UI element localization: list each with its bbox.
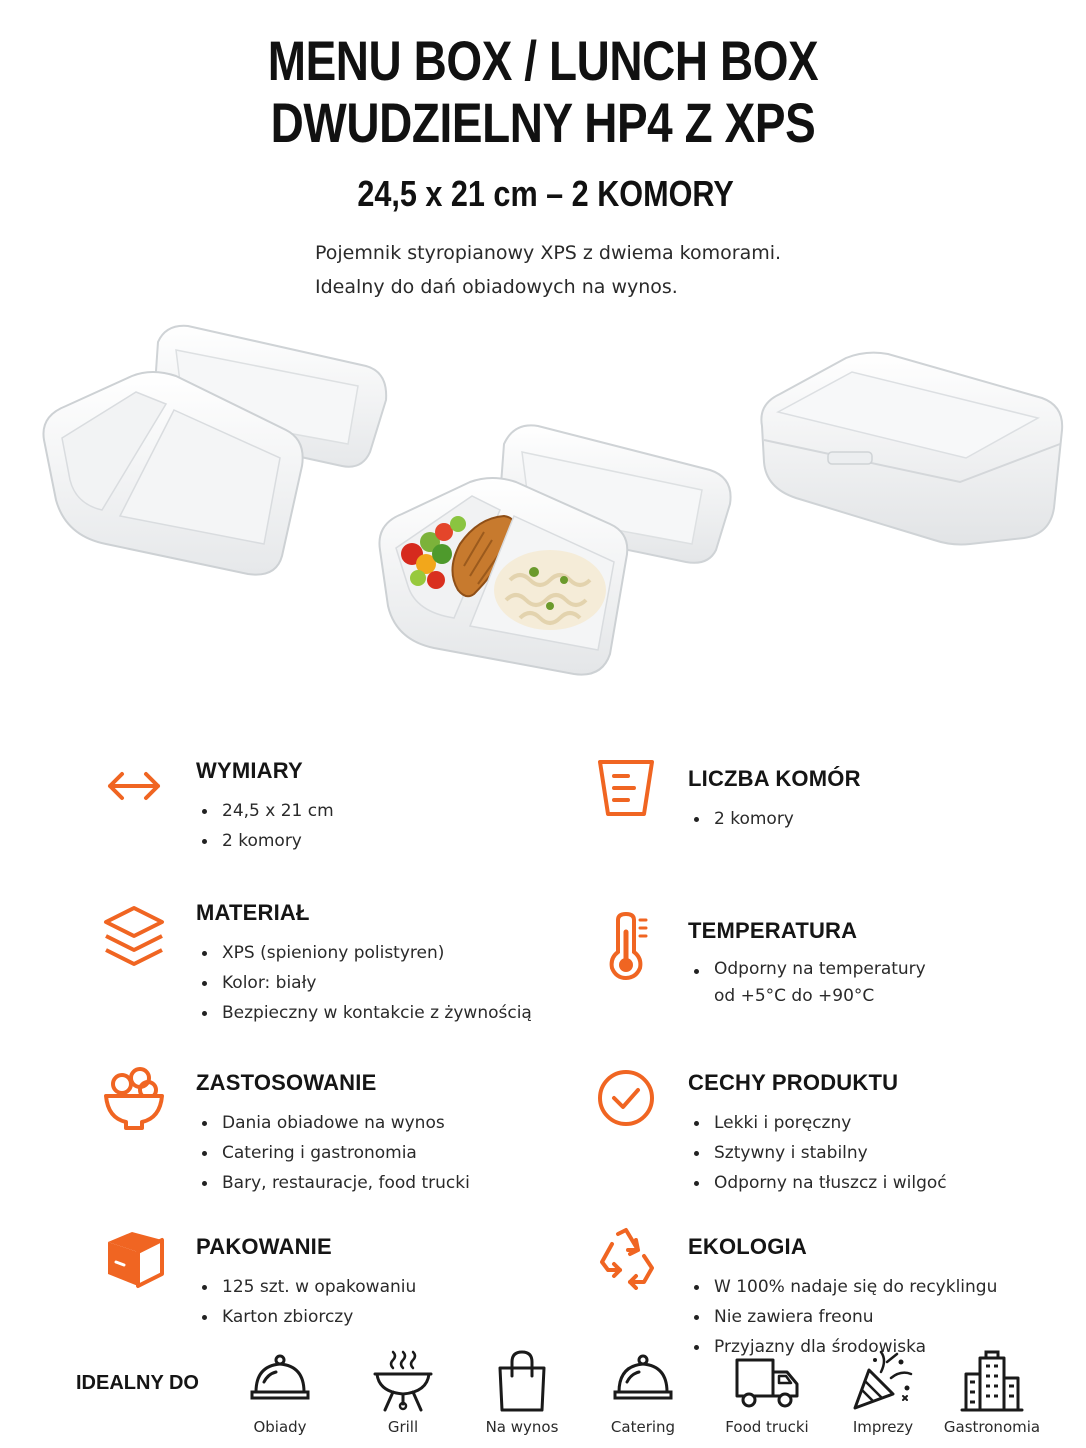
box-open-empty-image xyxy=(36,320,392,582)
product-title xyxy=(98,30,989,154)
thermometer-icon xyxy=(594,908,658,980)
list-item: XPS (spieniony polistyren) xyxy=(202,938,532,968)
delivery-truck-icon xyxy=(735,1348,799,1412)
ideal-item-label: Catering xyxy=(610,1418,676,1436)
list-item: 24,5 x 21 cm xyxy=(202,796,334,826)
feature-list xyxy=(202,1108,470,1198)
ideal-item-label: Obiady xyxy=(253,1418,307,1436)
feature-title: LICZBA KOMÓR xyxy=(688,766,861,791)
party-popper-icon xyxy=(851,1348,915,1412)
feature-title: PAKOWANIE xyxy=(196,1234,332,1259)
ideal-item-grill xyxy=(343,1348,463,1436)
feature-list xyxy=(202,938,532,1028)
list-item: Lekki i poręczny xyxy=(694,1108,947,1138)
measuring-cup-icon xyxy=(594,756,658,820)
list-item: 2 komory xyxy=(694,804,794,834)
description-line-2: Idealny do dań obiadowych na wynos. xyxy=(315,276,678,298)
feature-title: ZASTOSOWANIE xyxy=(196,1070,377,1095)
check-circle-icon xyxy=(594,1066,658,1130)
ideal-item-label: Na wynos xyxy=(485,1418,559,1436)
box-open-with-food-image xyxy=(374,420,736,682)
ideal-item-label: Gastronomia xyxy=(943,1418,1041,1436)
feature-title: EKOLOGIA xyxy=(688,1234,807,1259)
list-item: Sztywny i stabilny xyxy=(694,1138,947,1168)
feature-list xyxy=(694,1108,947,1198)
ideal-item-gastronomia xyxy=(932,1348,1052,1436)
ideal-item-obiady xyxy=(220,1348,340,1436)
feature-title: TEMPERATURA xyxy=(688,918,858,943)
feature-list xyxy=(694,956,934,1010)
product-description xyxy=(315,236,915,304)
list-item: Bary, restauracje, food trucki xyxy=(202,1168,470,1198)
title-line-2: DWUDZIELNY HP4 Z XPS xyxy=(270,91,816,154)
recycle-icon xyxy=(594,1226,658,1290)
list-item: Kolor: biały xyxy=(202,968,532,998)
feature-title: CECHY PRODUKTU xyxy=(688,1070,899,1095)
cloche-icon xyxy=(611,1348,675,1412)
ideal-item-food-trucki xyxy=(707,1348,827,1436)
ideal-item-imprezy xyxy=(823,1348,943,1436)
list-item: Dania obiadowe na wynos xyxy=(202,1108,470,1138)
ideal-for-label: IDEALNY DO xyxy=(76,1372,199,1394)
ideal-item-na-wynos xyxy=(462,1348,582,1436)
list-item: Nie zawiera freonu xyxy=(694,1302,997,1332)
list-item: 2 komory xyxy=(202,826,334,856)
list-item: Odporny na temperatury od +5°C do +90°C xyxy=(694,956,934,1010)
buildings-icon xyxy=(960,1348,1024,1412)
cloche-icon xyxy=(248,1348,312,1412)
list-item: W 100% nadaje się do recyklingu xyxy=(694,1272,997,1302)
list-item: Przyjazny dla środowiska xyxy=(694,1332,997,1362)
feature-list xyxy=(694,804,794,834)
title-line-1: MENU BOX / LUNCH BOX xyxy=(267,29,819,92)
list-item: Karton zbiorczy xyxy=(202,1302,416,1332)
ideal-item-catering xyxy=(583,1348,703,1436)
double-arrow-icon xyxy=(102,754,166,818)
box-icon xyxy=(102,1226,166,1290)
ideal-item-label: Food trucki xyxy=(725,1418,809,1436)
ideal-item-label: Grill xyxy=(387,1418,419,1436)
list-item: Catering i gastronomia xyxy=(202,1138,470,1168)
feature-title: WYMIARY xyxy=(196,758,303,783)
ideal-item-label: Imprezy xyxy=(852,1418,914,1436)
food-bowl-icon xyxy=(102,1066,166,1130)
list-item: Bezpieczny w kontakcie z żywnością xyxy=(202,998,532,1028)
product-subtitle: 24,5 x 21 cm – 2 KOMORY xyxy=(357,173,734,214)
feature-list xyxy=(202,796,334,856)
list-item: 125 szt. w opakowaniu xyxy=(202,1272,416,1302)
box-closed-image xyxy=(756,348,1068,546)
shopping-bag-icon xyxy=(490,1348,554,1412)
feature-list xyxy=(202,1272,416,1332)
feature-title: MATERIAŁ xyxy=(196,900,310,925)
list-item: Odporny na tłuszcz i wilgoć xyxy=(694,1168,947,1198)
description-line-1: Pojemnik styropianowy XPS z dwiema komorami. xyxy=(315,242,782,264)
layers-icon xyxy=(102,904,166,968)
grill-icon xyxy=(371,1348,435,1412)
